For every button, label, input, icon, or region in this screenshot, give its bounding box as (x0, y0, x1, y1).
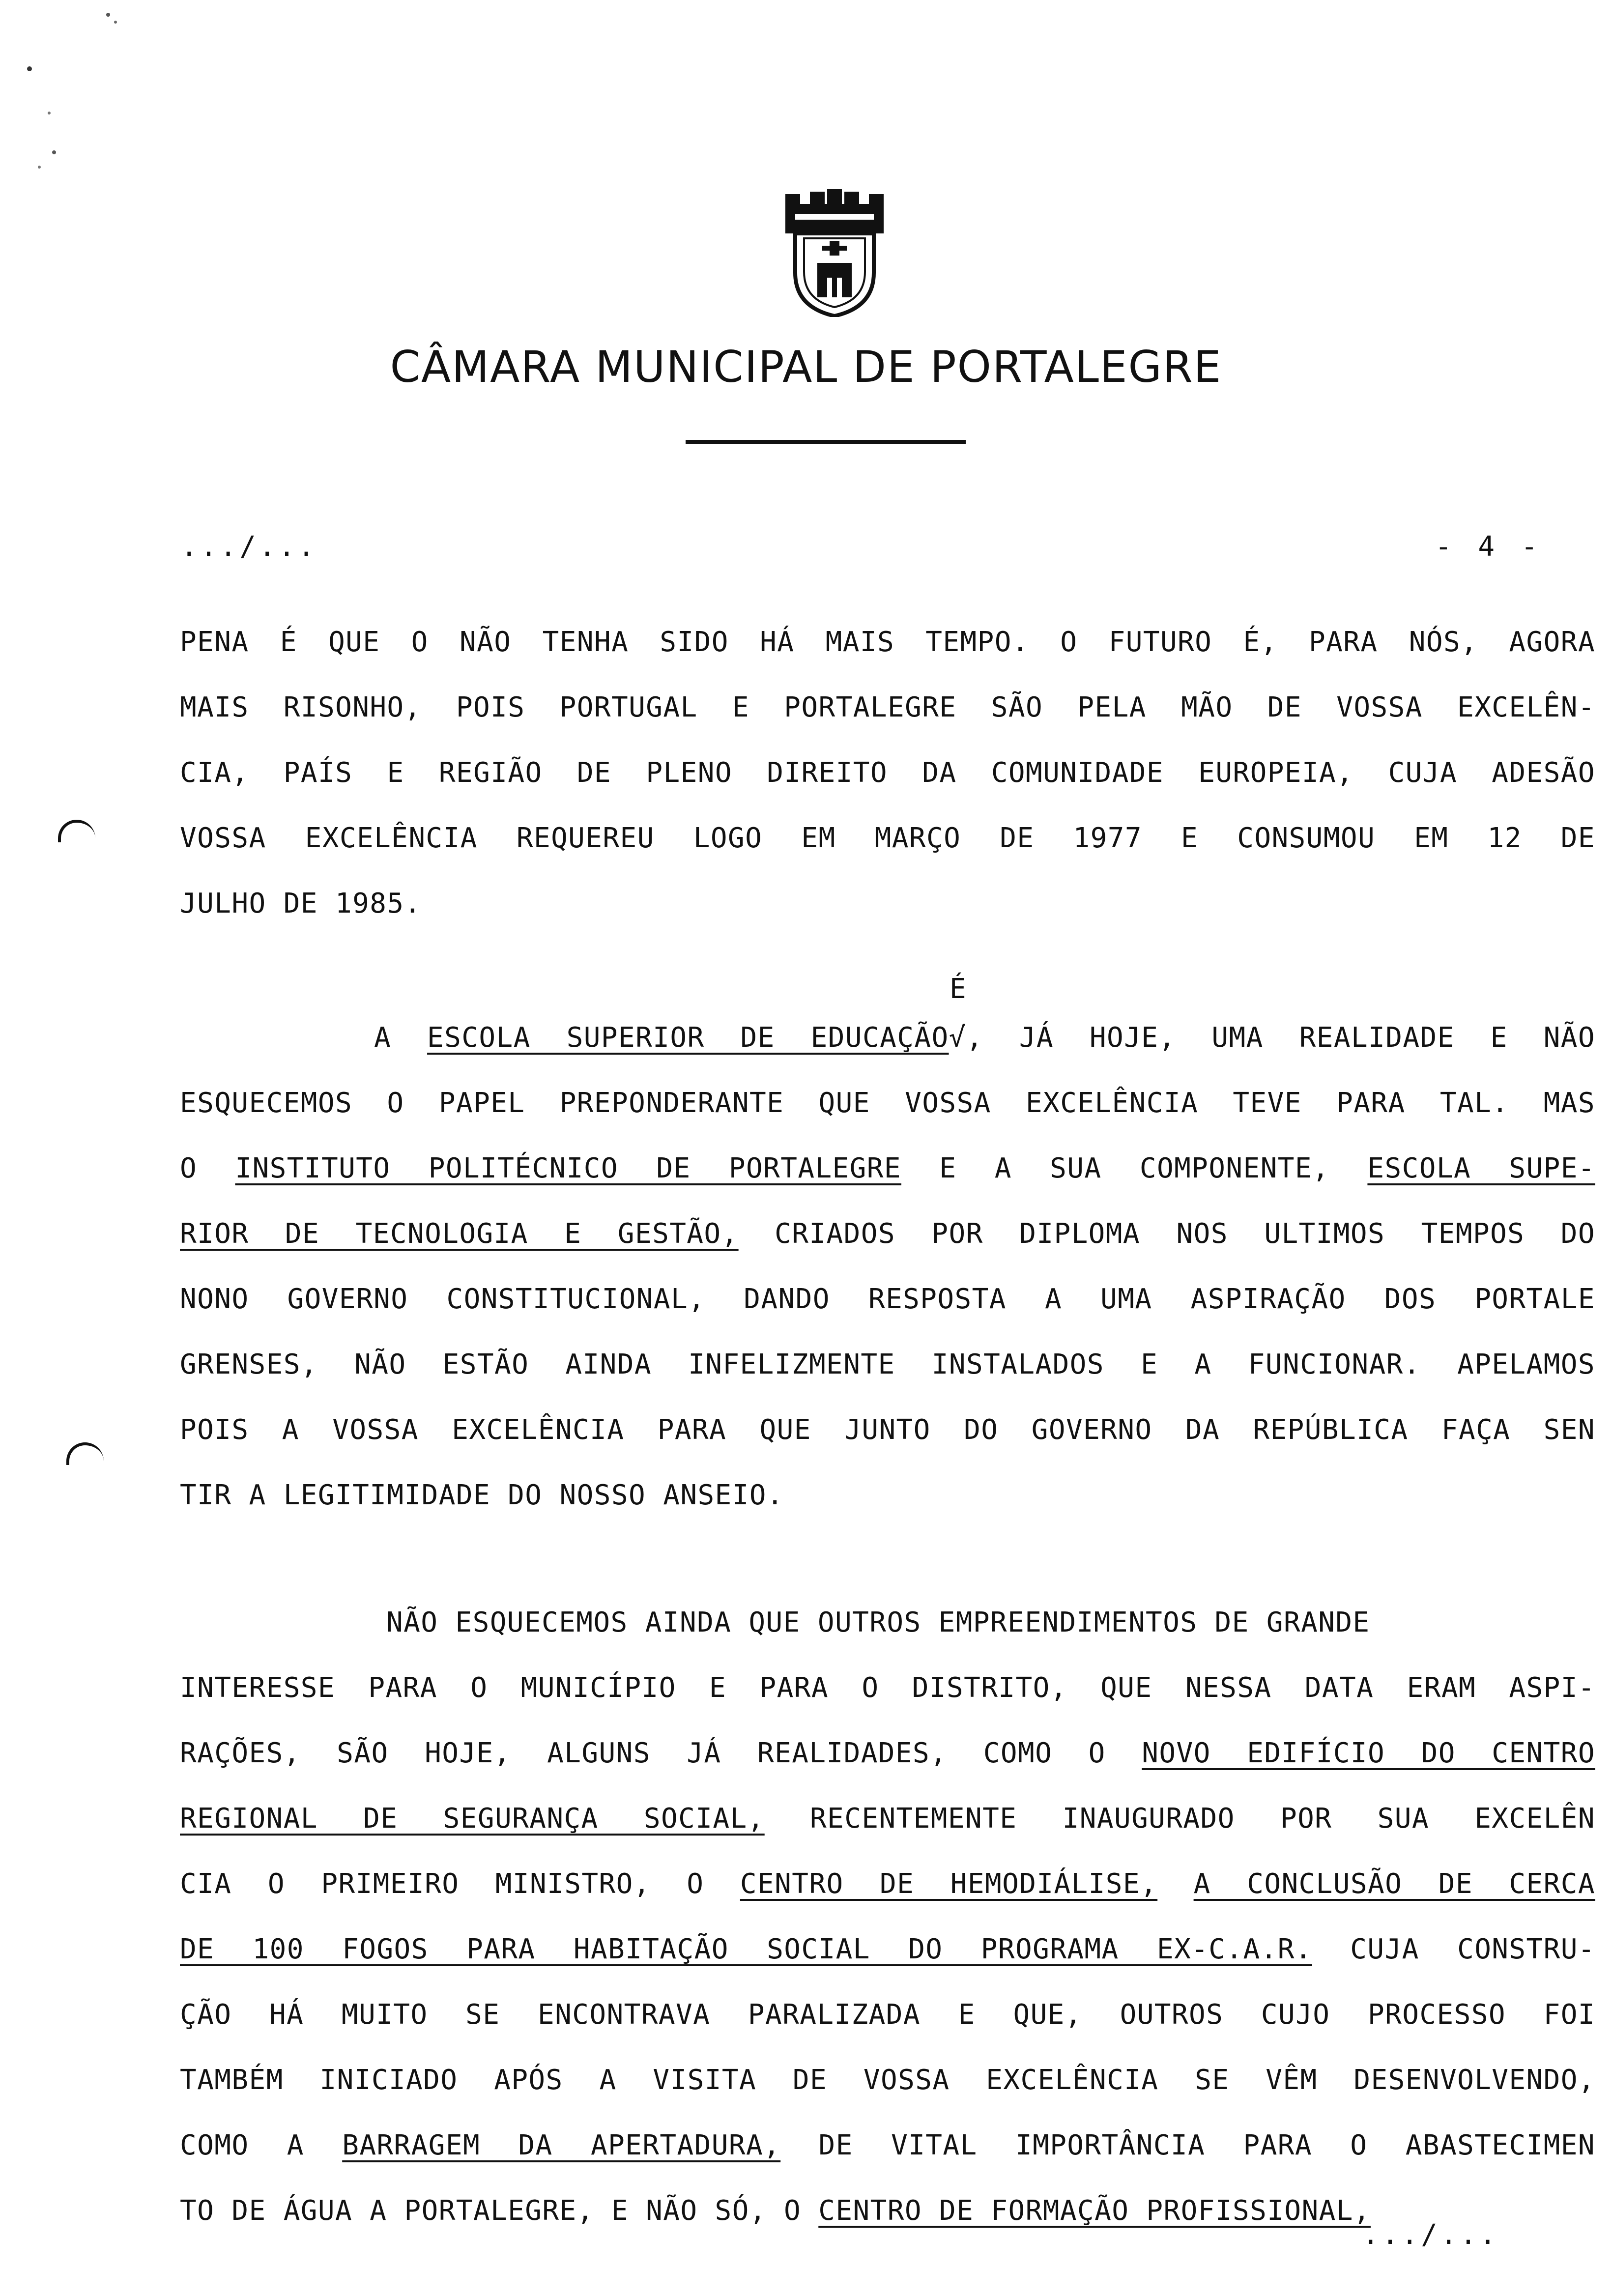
underlined-phrase: BARRAGEM DA APERTADURA, (342, 2129, 781, 2161)
page-number: - 4 - (1435, 531, 1543, 563)
text-line: TO DE ÁGUA A PORTALEGRE, E NÃO SÓ, O CENTRO DE FORMAÇÃO PROFISSIONAL, (180, 2195, 1371, 2227)
margin-mark (58, 820, 95, 842)
underlined-phrase: INSTITUTO POLITÉCNICO DE PORTALEGRE (235, 1152, 902, 1184)
text-line: INTERESSE PARA O MUNICÍPIO E PARA O DISTRITO, QUE NESSA DATA ERAM ASPI- (180, 1672, 1595, 1704)
scan-specks (0, 0, 157, 197)
underlined-phrase: ESCOLA SUPE- (1367, 1152, 1595, 1184)
underlined-phrase: CENTRO DE FORMAÇÃO PROFISSIONAL, (818, 2195, 1371, 2227)
underlined-phrase: NOVO EDIFÍCIO DO CENTRO (1142, 1737, 1595, 1769)
text-line: NONO GOVERNO CONSTITUCIONAL, DANDO RESPOSTA A UMA ASPIRAÇÃO DOS PORTALE (180, 1283, 1595, 1315)
text-line: CIA O PRIMEIRO MINISTRO, O CENTRO DE HEMODIÁLISE, A CONCLUSÃO DE CERCA (180, 1868, 1595, 1900)
text-line: VOSSA EXCELÊNCIA REQUEREU LOGO EM MARÇO DE 1977 E CONSUMOU EM 12 DE (180, 822, 1595, 854)
text-line: POIS A VOSSA EXCELÊNCIA PARA QUE JUNTO DO GOVERNO DA REPÚBLICA FAÇA SEN (180, 1414, 1595, 1446)
text-line: COMO A BARRAGEM DA APERTADURA, DE VITAL IMPORTÂNCIA PARA O ABASTECIMEN (180, 2129, 1595, 2161)
underlined-phrase: ESCOLA SUPERIOR DE EDUCAÇÃO (427, 1022, 949, 1054)
text-line: A ESCOLA SUPERIOR DE EDUCAÇÃO√, JÁ HOJE, UMA REALIDADE E NÃO (374, 1022, 1595, 1054)
text-line: DE 100 FOGOS PARA HABITAÇÃO SOCIAL DO PROGRAMA EX-C.A.R. CUJA CONSTRU- (180, 1933, 1595, 1965)
text-line: MAIS RISONHO, POIS PORTUGAL E PORTALEGRE SÃO PELA MÃO DE VOSSA EXCELÊN- (180, 691, 1595, 723)
text-line: ESQUECEMOS O PAPEL PREPONDERANTE QUE VOSSA EXCELÊNCIA TEVE PARA TAL. MAS (180, 1087, 1595, 1119)
text-line: GRENSES, NÃO ESTÃO AINDA INFELIZMENTE INSTALADOS E A FUNCIONAR. APELAMOS (180, 1349, 1595, 1380)
paragraph-3 (180, 1590, 1595, 2243)
underlined-phrase: RIOR DE TECNOLOGIA E GESTÃO, (180, 1218, 739, 1250)
text-line: O INSTITUTO POLITÉCNICO DE PORTALEGRE E A SUA COMPONENTE, ESCOLA SUPE- (180, 1152, 1595, 1184)
text-line: TIR A LEGITIMIDADE DO NOSSO ANSEIO. (180, 1479, 784, 1511)
underlined-phrase: A CONCLUSÃO DE CERCA (1193, 1868, 1595, 1900)
underlined-phrase: REGIONAL DE SEGURANÇA SOCIAL, (180, 1803, 765, 1835)
text-line: NÃO ESQUECEMOS AINDA QUE OUTROS EMPREENDIMENTOS DE GRANDE (386, 1607, 1370, 1638)
text-line: RIOR DE TECNOLOGIA E GESTÃO, CRIADOS POR DIPLOMA NOS ULTIMOS TEMPOS DO (180, 1218, 1595, 1250)
handwritten-correction: É (950, 973, 966, 1005)
margin-mark (66, 1442, 104, 1465)
text-line: REGIONAL DE SEGURANÇA SOCIAL, RECENTEMENTE INAUGURADO POR SUA EXCELÊN (180, 1803, 1595, 1835)
continuation-marker-bottom: .../... (1362, 2219, 1499, 2251)
text-line: RAÇÕES, SÃO HOJE, ALGUNS JÁ REALIDADES, COMO O NOVO EDIFÍCIO DO CENTRO (180, 1737, 1595, 1769)
municipal-coat-of-arms-icon (780, 189, 889, 317)
document-title: CÂMARA MUNICIPAL DE PORTALEGRE (390, 342, 1222, 392)
paragraph-2 (180, 1005, 1595, 1528)
text-line: ÇÃO HÁ MUITO SE ENCONTRAVA PARALIZADA E QUE, OUTROS CUJO PROCESSO FOI (180, 1999, 1595, 2031)
continuation-marker-top: .../... (181, 531, 318, 563)
text-line: JULHO DE 1985. (180, 888, 422, 919)
text-line: TAMBÉM INICIADO APÓS A VISITA DE VOSSA EXCELÊNCIA SE VÊM DESENVOLVENDO, (180, 2064, 1595, 2096)
paragraph-1 (180, 609, 1595, 936)
title-rule (686, 440, 966, 444)
text-line: PENA É QUE O NÃO TENHA SIDO HÁ MAIS TEMPO. O FUTURO É, PARA NÓS, AGORA (180, 626, 1595, 658)
underlined-phrase: DE 100 FOGOS PARA HABITAÇÃO SOCIAL DO PROGRAMA EX-C.A.R. (180, 1933, 1312, 1965)
underlined-phrase: CENTRO DE HEMODIÁLISE, (740, 1868, 1158, 1900)
text-line: CIA, PAÍS E REGIÃO DE PLENO DIREITO DA COMUNIDADE EUROPEIA, CUJA ADESÃO (180, 757, 1595, 789)
